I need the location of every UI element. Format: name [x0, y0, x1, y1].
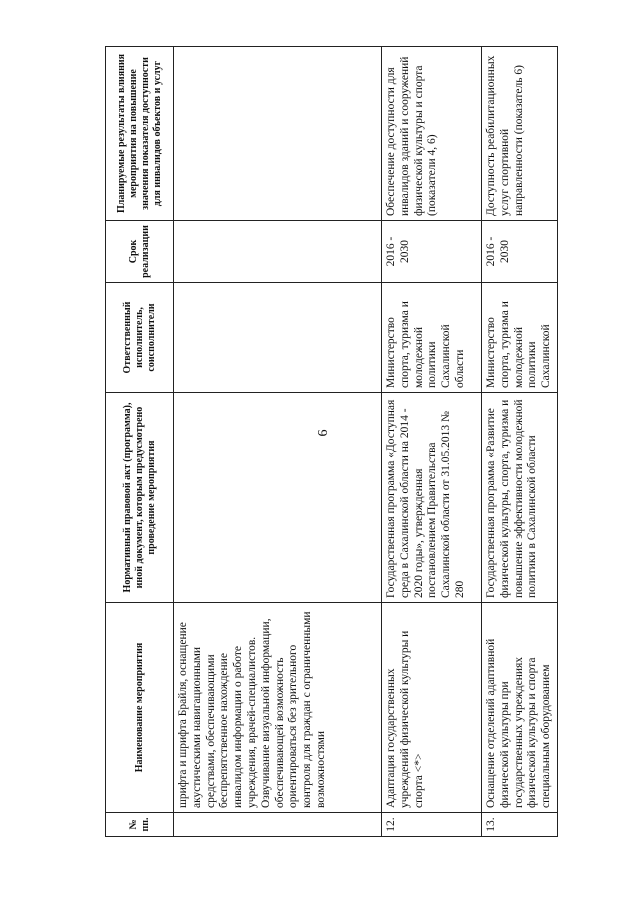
- cell-act: [174, 393, 382, 603]
- cell-responsible: Министерство спорта, туризма и молодежной политики Сахалинской области: [382, 283, 482, 393]
- cell-act: Государственная программа «Развитие физической культуры, спорта, туризма и повышение эффективности молодежной политики в Сахалинской области: [482, 393, 558, 603]
- table-header-row: [106, 47, 174, 837]
- cell-name: Оснащение отделений адаптивной физической культуры при государственных учреждениях физической культуры и спорта специальным оборудованием: [482, 603, 558, 813]
- cell-results: [174, 47, 382, 221]
- rotated-table-container: [105, 47, 553, 837]
- cell-period: 2016 - 2030: [482, 221, 558, 283]
- cell-num: [174, 813, 382, 837]
- cell-period: 2016 - 2030: [382, 221, 482, 283]
- cell-responsible: [174, 283, 382, 393]
- page-number: 6: [316, 429, 331, 437]
- measures-table: [105, 46, 558, 837]
- cell-num: 12.: [382, 813, 482, 837]
- cell-responsible: Министерство спорта, туризма и молодежной политики Сахалинской: [482, 283, 558, 393]
- cell-act: Государственная программа «Доступная среда в Сахалинской области на 2014 - 2020 годы», утвержденная постановлением Правительства Сахалинской области от 31.05.2013 № 280: [382, 393, 482, 603]
- header-period: Срок реализации: [106, 221, 174, 283]
- header-name: Наименование мероприятия: [106, 603, 174, 813]
- cell-num: 13.: [482, 813, 558, 837]
- table-row: [174, 47, 382, 837]
- cell-name: шрифта и шрифта Брайля, оснащение акустическими навигационными средствами, обеспечивающими беспрепятственное нахождение инвалидом информации о работе учреждения, врачей-специалистов. Озвучивание визуальной информации, обеспечивающей возможность ориентироваться без зрительного контроля для граждан с ограниченными возможностями: [174, 603, 382, 813]
- header-results: Планируемые результаты влияния мероприятия на повышение значения показателя доступности для инвалидов объектов и услуг: [106, 47, 174, 221]
- table-row: [382, 47, 482, 837]
- table-row: [482, 47, 558, 837]
- cell-results: Обеспечение доступности для инвалидов зданий и сооружений физической культуры и спорта (показатели 4, 6): [382, 47, 482, 221]
- header-act: Нормативный правовой акт (программа), иной документ, которым предусмотрено проведение мероприятия: [106, 393, 174, 603]
- cell-name: Адаптация государственных учреждений физической культуры и спорта <*>: [382, 603, 482, 813]
- header-num: № пп.: [106, 813, 174, 837]
- cell-period: [174, 221, 382, 283]
- cell-results: Доступность реабилитационных услуг спортивной направленности (показатель 6): [482, 47, 558, 221]
- header-responsible: Ответственный исполнитель, соисполнители: [106, 283, 174, 393]
